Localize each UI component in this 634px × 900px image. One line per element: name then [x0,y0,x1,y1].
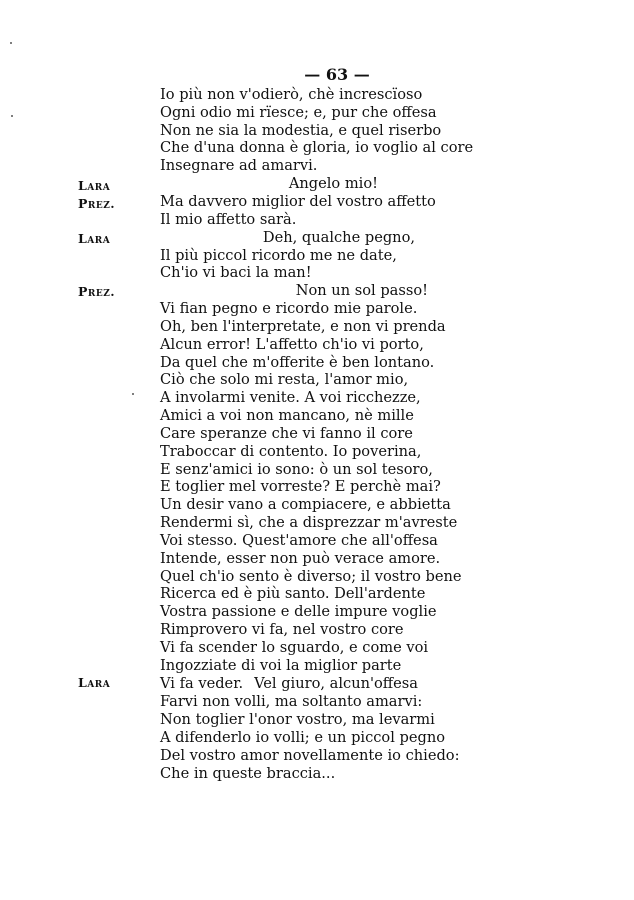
verse-line: Ma davvero miglior del vostro affetto [160,193,436,210]
verse-line: Vel giuro, alcun'offesa [254,675,418,692]
verse-line: A involarmi venite. A voi ricchezze, [160,389,421,406]
verse-line: Ingozziate di voi la miglior parte [160,657,402,674]
verse-line: Non ne sia la modestia, e quel riserbo [160,122,442,139]
speaker-lara: Lara [78,675,111,690]
verse-line: Ciò che solo mi resta, l'amor mio, [160,371,409,388]
verse-line: Vi fian pegno e ricordo mie parole. [160,300,418,317]
verse-line: Non toglier l'onor vostro, ma levarmi [160,711,435,728]
verse-line: E toglier mel vorreste? E perchè mai? [160,478,441,495]
verse-line: Voi stesso. Quest'amore che all'offesa [160,532,438,549]
verse-line: Rendermi sì, che a disprezzar m'avreste [160,514,458,531]
speaker-prez: Prez. [78,284,116,299]
verse-line: Che d'una donna è gloria, io voglio al core [160,139,474,156]
speaker-lara: Lara [78,178,111,193]
verse-line: Alcun error! L'affetto ch'io vi porto, [160,336,424,353]
speaker-lara: Lara [78,231,111,246]
verse-line: Amici a voi non mancano, nè mille [160,407,414,424]
verse-line: Ricerca ed è più santo. Dell'ardente [160,585,426,602]
verse-line: Ch'io vi baci la man! [160,264,312,281]
verse-line: A difenderlo io volli; e un piccol pegno [160,729,446,746]
verse-line: Vi fa scender lo sguardo, e come voi [160,639,429,656]
speaker-prez: Prez. [78,196,116,211]
verse-line: Insegnare ad amarvi. [160,157,318,174]
verse-line: Care speranze che vi fanno il core [160,425,413,442]
verse-line: Io più non v'odierò, chè increscïoso [160,86,423,103]
verse-line: Farvi non volli, ma soltanto amarvi: [160,693,423,710]
verse-line: Un desir vano a compiacere, e abbietta [160,496,451,513]
verse-line: Non un sol passo! [295,282,428,299]
margin-speck [10,42,12,44]
verse-line: Intende, esser non può verace amore. [160,550,441,567]
verse-line: Ogni odio mi rïesce; e, pur che offesa [160,104,437,121]
verse-line: E senz'amici io sono: ò un sol tesoro, [160,461,433,478]
verse-line: Del vostro amor novellamente io chiedo: [160,747,460,764]
verse-line: Oh, ben l'interpretate, e non vi prenda [160,318,446,335]
margin-speck [11,115,13,117]
margin-speck [132,393,134,395]
verse-line: Il più piccol ricordo me ne date, [160,247,397,264]
verse-line: Rimprovero vi fa, nel vostro core [160,621,404,638]
verse-line: Il mio affetto sarà. [160,211,297,228]
verse-line: Da quel che m'offerite è ben lontano. [160,354,435,371]
verse-line: Deh, qualche pegno, [262,229,415,246]
verse-line: Quel ch'io sento è diverso; il vostro bene [160,568,462,585]
page-number: — 63 — [304,65,370,84]
verse-line: Vi fa veder. [160,675,244,692]
verse-line: Vostra passione e delle impure voglie [160,603,437,620]
verse-line: Angelo mio! [288,175,378,192]
verse-line: Che in queste braccia... [160,765,336,782]
verse-line: Traboccar di contento. Io poverina, [160,443,422,460]
